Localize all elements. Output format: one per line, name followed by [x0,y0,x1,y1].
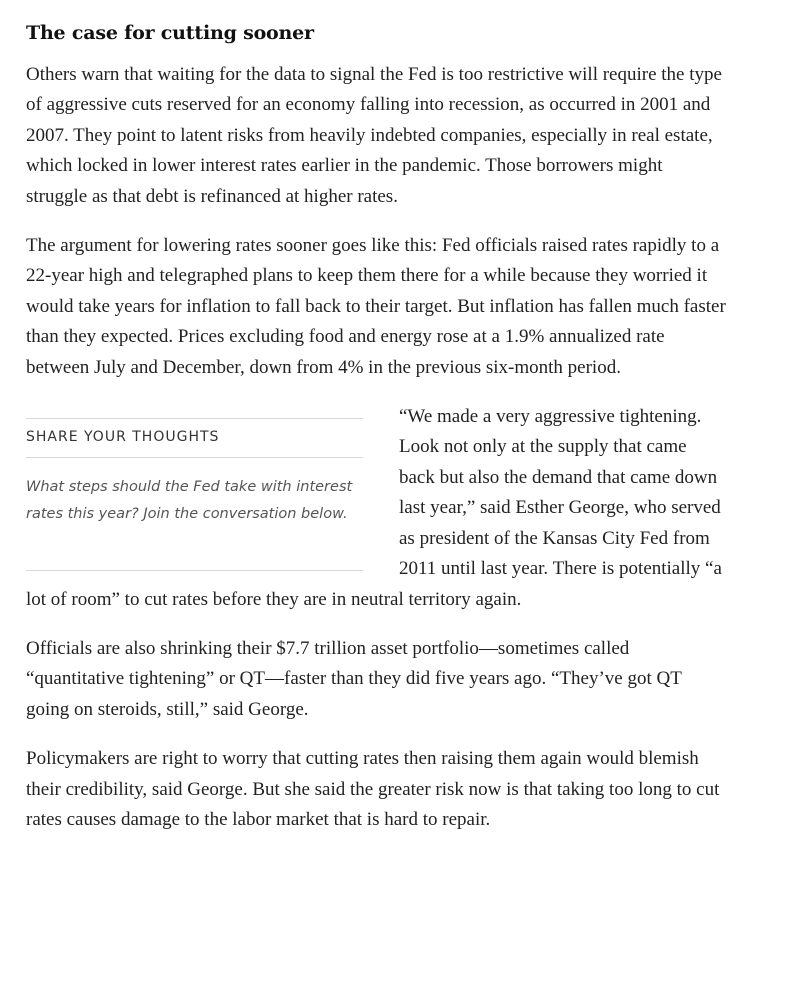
share-box-title: SHARE YOUR THOUGHTS [26,419,363,458]
section-heading: The case for cutting sooner [26,22,314,44]
article-paragraph-2: The argument for lowering rates sooner goes like this: Fed officials raised rates rapidly to a 22-year high and telegraphed plans to keep them there for a while because they worried it would take years for inflation to fall back to their target. But inflation has fallen much faster than they expected. Prices excluding food and energy rose at a 1.9% annualized rate between July and December, down from 4% in the previous six-month period. [26,235,726,378]
article-paragraph-4: Officials are also shrinking their $7.7 trillion asset portfolio—sometimes called “quantitative tightening” or QT—faster than they did five years ago. “They’ve got QT going on steroids, still,” said George. [26,637,682,720]
share-your-thoughts-box [26,418,363,571]
article-paragraph-5: Policymakers are right to worry that cutting rates then raising them again would blemish their credibility, said George. But she said the greater risk now is that taking too long to cut rates causes damage to the labor market that is hard to repair. [26,748,720,830]
article-paragraph-3: “We made a very aggressive tightening. Look not only at the supply that came back but also the demand that came down last year,” said Esther George, who served as president of the Kansas City Fed from 2011 until last year. There is potentially “a lot of room” to cut rates before they are in neutral territory again. [26,406,722,610]
share-box-prompt[interactable]: What steps should the Fed take with interest rates this year? Join the conversation below. [26,479,353,523]
article-paragraph-1: Others warn that waiting for the data to signal the Fed is too restrictive will require the type of aggressive cuts reserved for an economy falling into recession, as occurred in 2001 and 2007. They point to latent risks from heavily indebted companies, especially in real estate, which locked in lower interest rates earlier in the pandemic. Those borrowers might struggle as that debt is refinanced at higher rates. [26,64,722,207]
article-body [26,18,726,854]
